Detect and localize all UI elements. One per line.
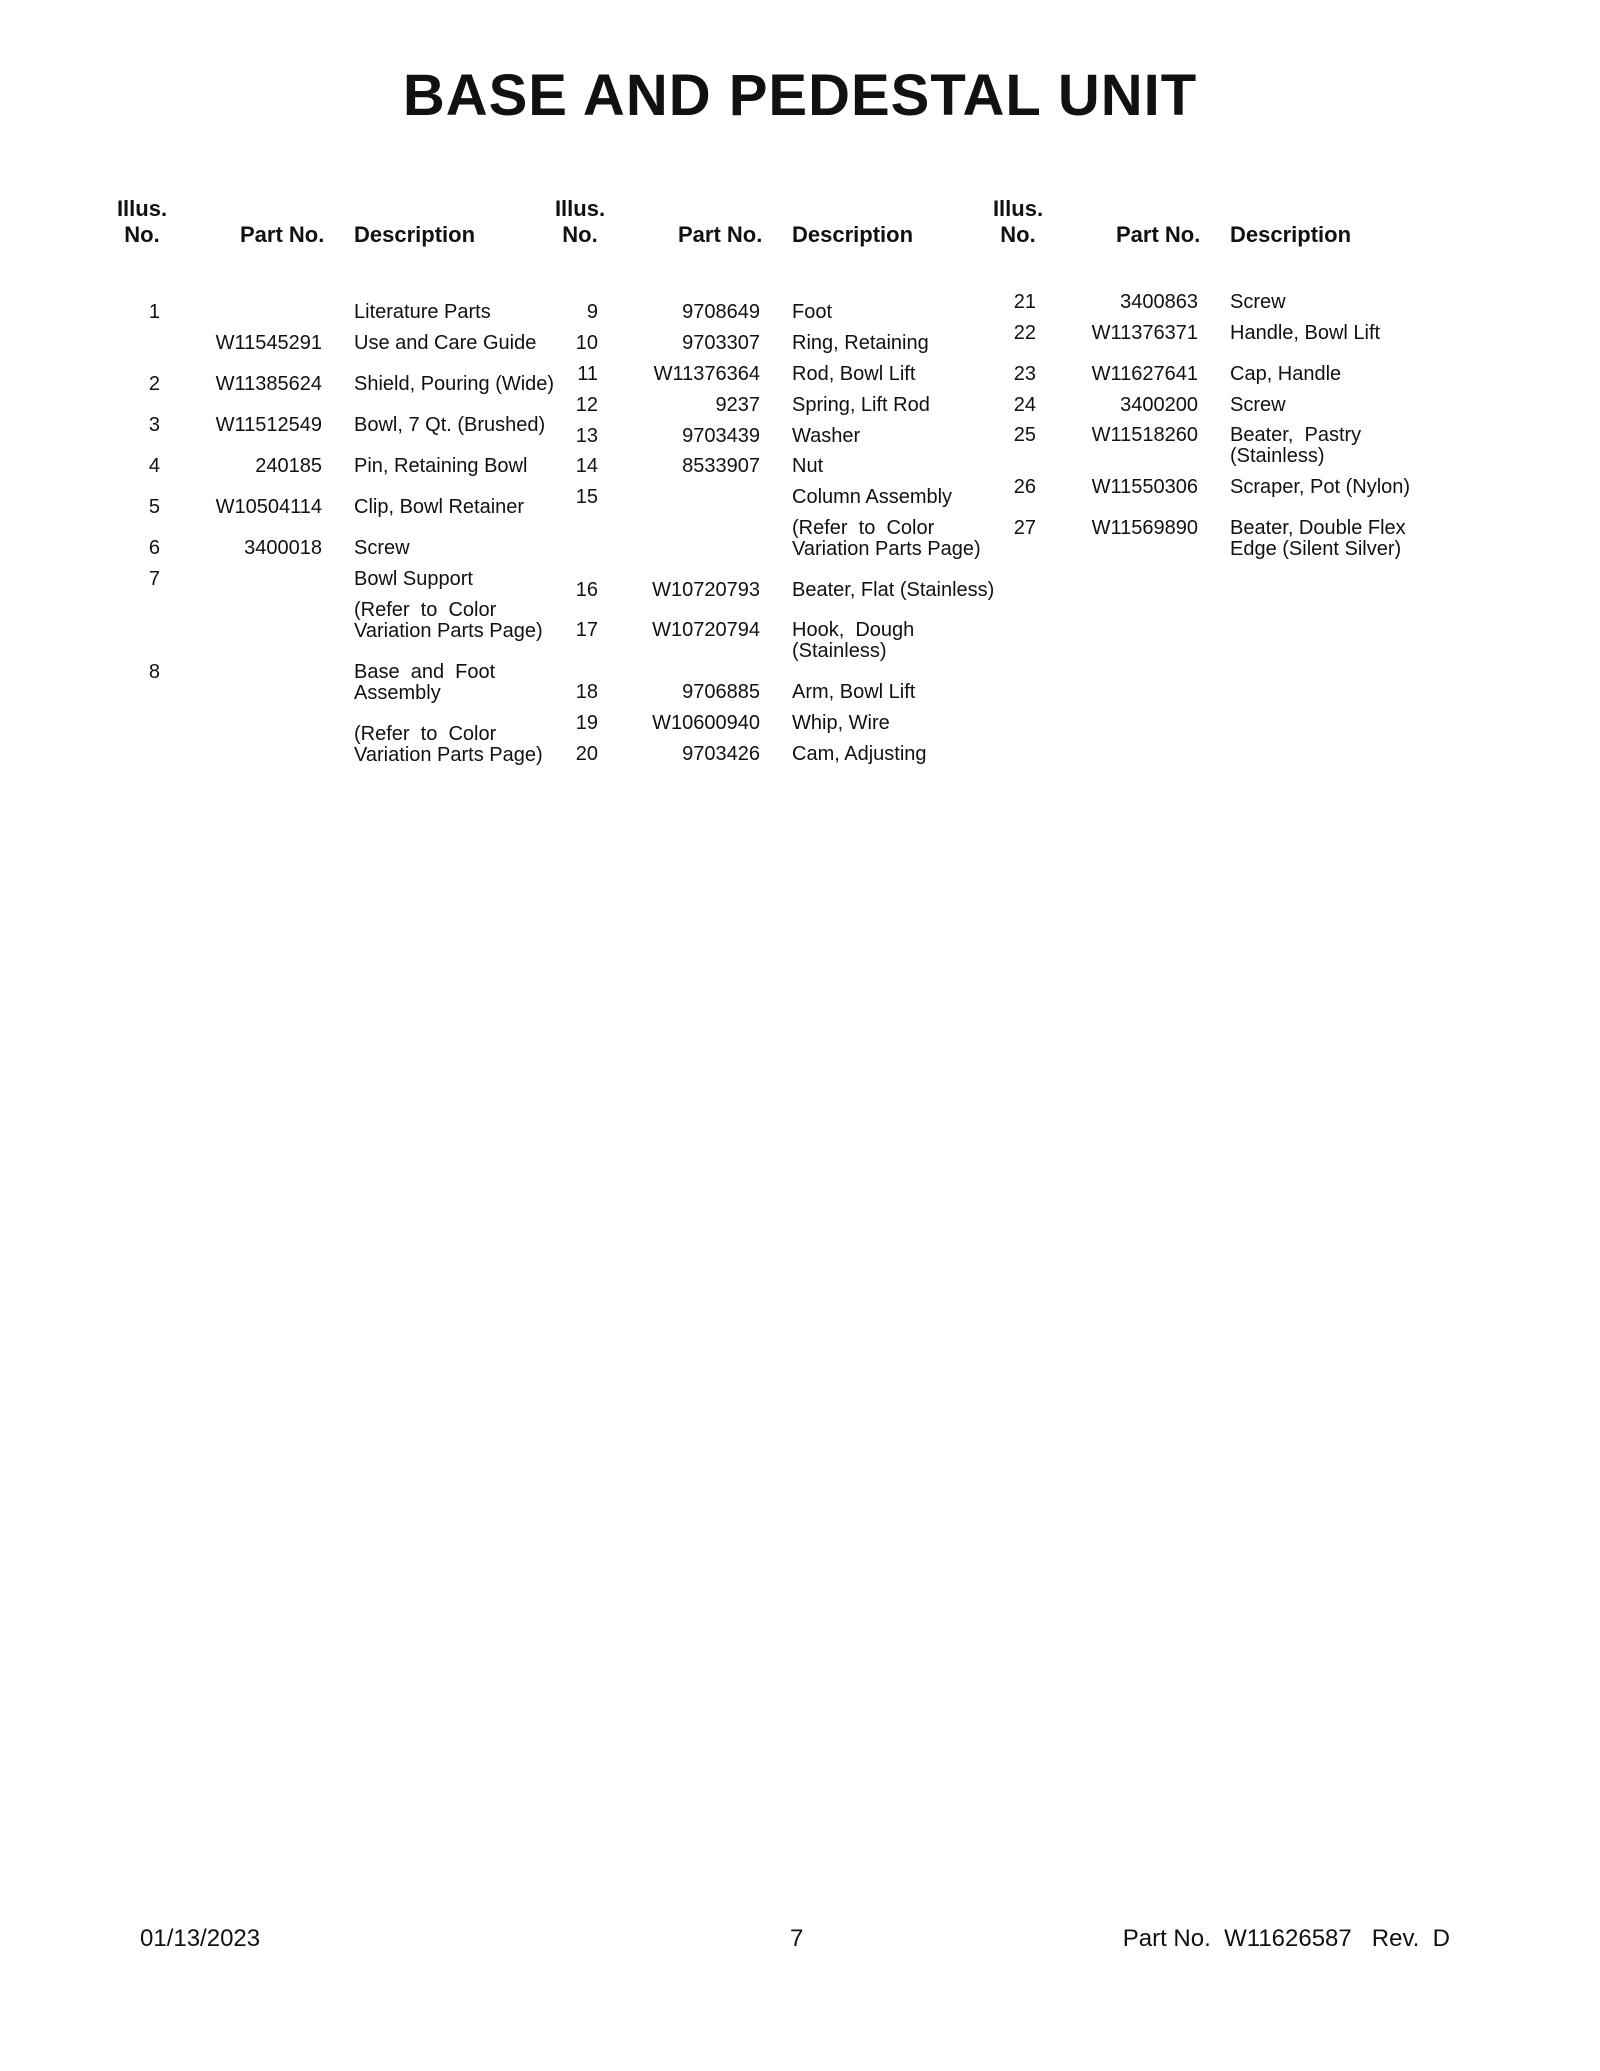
part-number: W11385624 [215,373,322,395]
illus-number: 17 [575,619,598,641]
illus-number: 1 [148,301,160,323]
part-number: 9708649 [682,301,760,323]
header-illus-label: Illus. [554,196,606,221]
illus-number: 19 [575,712,598,734]
header-illus-label: Illus. [992,196,1044,221]
page-title: BASE AND PEDESTAL UNIT [402,63,1198,128]
part-description: Whip, Wire [792,712,890,734]
illus-number: 13 [575,425,598,447]
illus-number: 8 [148,661,160,683]
part-description: Bowl Support [354,568,473,590]
header-no-label: No. [562,222,598,247]
part-number: 3400018 [244,537,322,559]
part-number: W11512549 [215,414,322,436]
part-number: 240185 [255,455,322,477]
part-number: 9706885 [682,681,760,703]
header-illus-no [540,196,620,248]
illus-number: 16 [575,579,598,601]
part-number: W11545291 [215,332,322,354]
part-description: Washer [792,425,861,447]
footer-date: 01/13/2023 [140,1925,261,1952]
part-description: Shield, Pouring (Wide) [354,373,555,395]
header-description: Description [1230,222,1352,247]
part-description: Clip, Bowl Retainer [354,496,525,518]
part-description: Beater, Double Flex Edge (Silent Silver) [1230,517,1406,560]
illus-number: 7 [148,568,160,590]
part-description: Ring, Retaining [792,332,929,354]
part-number: W10600940 [652,712,760,734]
part-number: W11376371 [1091,322,1198,344]
illus-number: 2 [148,373,160,395]
part-description: Screw [1230,394,1286,416]
illus-number: 27 [1013,517,1036,539]
part-description: Literature Parts [354,301,491,323]
illus-number: 3 [148,414,160,436]
header-no-label: No. [1000,222,1036,247]
header-part-no: Part No. [678,222,763,247]
part-number: 9703439 [682,425,760,447]
part-number: W10504114 [215,496,322,518]
part-number: W11376364 [653,363,760,385]
part-description: Cap, Handle [1230,363,1342,385]
footer-document-part-number: Part No. W11626587 Rev. D [1122,1925,1450,1952]
part-description: (Refer to Color Variation Parts Page) [354,599,543,642]
illus-number: 22 [1013,322,1036,344]
header-description: Description [792,222,914,247]
part-description: Rod, Bowl Lift [792,363,916,385]
illus-number: 25 [1013,424,1036,446]
part-number: 3400863 [1120,291,1198,313]
part-number: W10720793 [652,579,760,601]
illus-number: 24 [1013,394,1036,416]
header-no-label: No. [124,222,160,247]
illus-number: 14 [575,455,598,477]
part-number: 3400200 [1120,394,1198,416]
part-description: Nut [792,455,824,477]
part-number: 9703307 [682,332,760,354]
part-number: 8533907 [682,455,760,477]
header-part-no: Part No. [240,222,325,247]
part-description: Foot [792,301,833,323]
part-description: Arm, Bowl Lift [792,681,916,703]
illus-number: 21 [1013,291,1036,313]
part-description: Bowl, 7 Qt. (Brushed) [354,414,546,436]
part-number: W11550306 [1091,476,1198,498]
illus-number: 12 [575,394,598,416]
illus-number: 5 [148,496,160,518]
header-illus-label: Illus. [116,196,168,221]
illus-number: 10 [575,332,598,354]
part-description: Spring, Lift Rod [792,394,930,416]
part-description: Handle, Bowl Lift [1230,322,1381,344]
header-part-no: Part No. [1116,222,1201,247]
part-description: Beater, Flat (Stainless) [792,579,995,601]
part-description: Pin, Retaining Bowl [354,455,528,477]
part-number: 9237 [715,394,760,416]
illus-number: 4 [148,455,160,477]
illus-number: 15 [575,486,598,508]
header-description: Description [354,222,476,247]
part-number: 9703426 [682,743,760,765]
part-description: Scraper, Pot (Nylon) [1230,476,1411,498]
part-description: Beater, Pastry (Stainless) [1230,424,1362,467]
illus-number: 6 [148,537,160,559]
part-number: W11569890 [1091,517,1198,539]
part-description: Cam, Adjusting [792,743,927,765]
illus-number: 11 [577,363,598,385]
illus-number: 9 [586,301,598,323]
part-description: Screw [354,537,410,559]
header-illus-no [102,196,182,248]
illus-number: 23 [1013,363,1036,385]
part-number: W11518260 [1091,424,1198,446]
part-description: Column Assembly [792,486,953,508]
footer-page-number: 7 [790,1925,804,1952]
illus-number: 20 [575,743,598,765]
part-description: Base and Foot Assembly [354,661,496,704]
part-description: (Refer to Color Variation Parts Page) [354,723,543,766]
part-description: (Refer to Color Variation Parts Page) [792,517,981,560]
part-description: Hook, Dough (Stainless) [792,619,915,662]
part-number: W10720794 [652,619,760,641]
part-number: W11627641 [1091,363,1198,385]
header-illus-no [978,196,1058,248]
part-description: Screw [1230,291,1286,313]
illus-number: 18 [575,681,598,703]
illus-number: 26 [1013,476,1036,498]
part-description: Use and Care Guide [354,332,537,354]
